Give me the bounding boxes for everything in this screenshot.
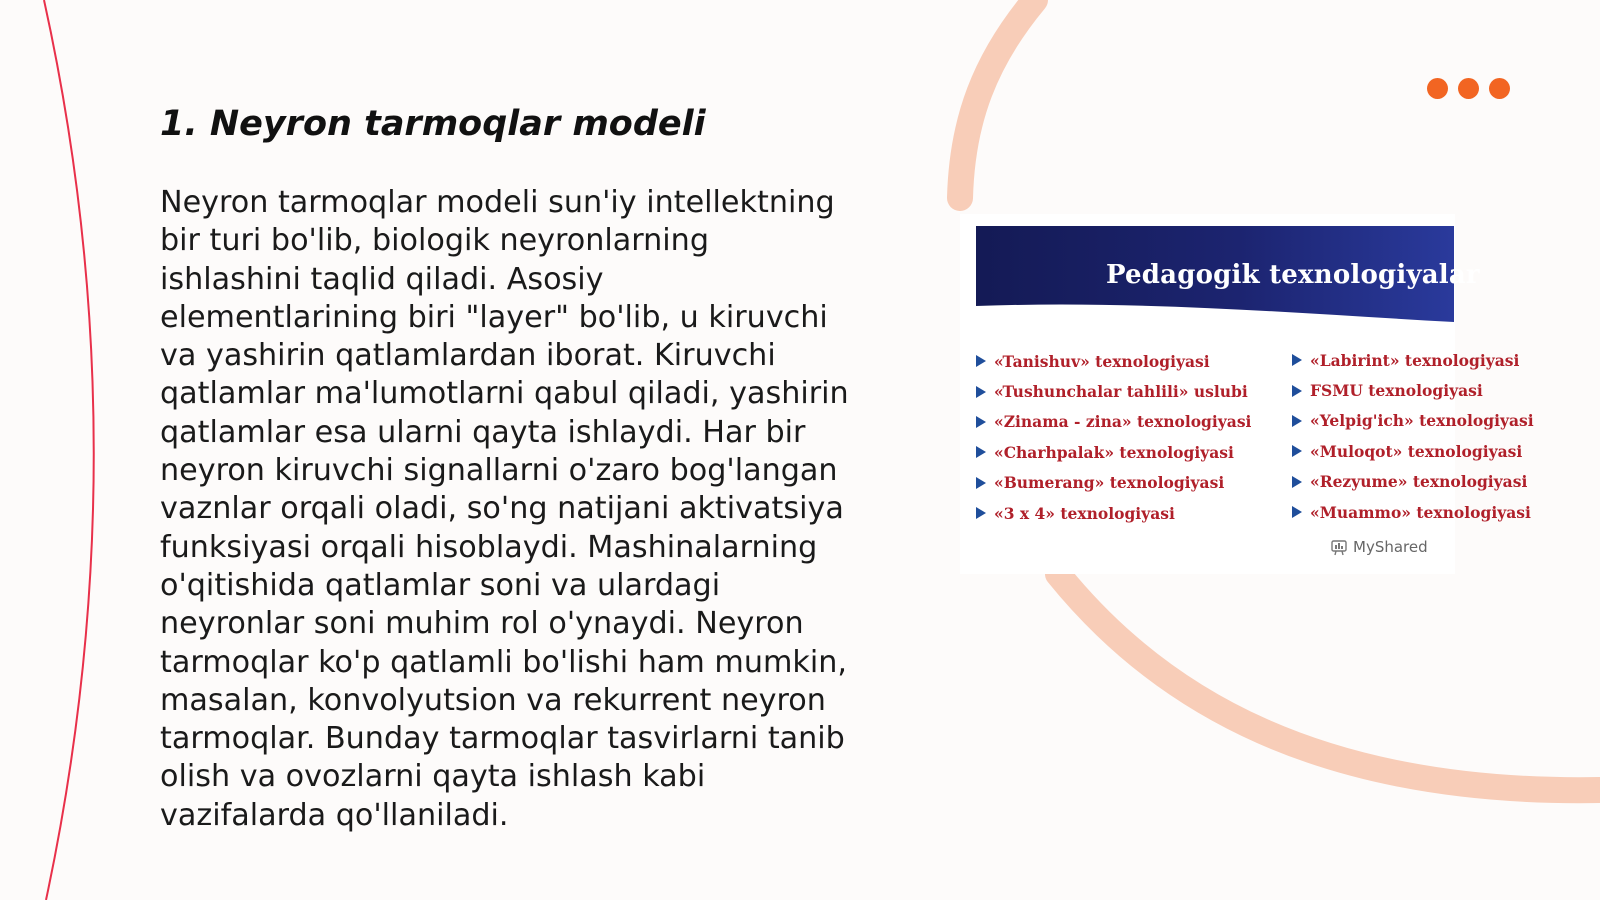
list-item-label: «Muloqot» texnologiyasi (1310, 441, 1523, 461)
list-item-label: «Yelpig'ich» texnologiyasi (1310, 411, 1534, 431)
watermark-label: MyShared (1353, 538, 1428, 556)
bullet-triangle-icon (1292, 385, 1302, 397)
orange-dot-icon (1458, 78, 1479, 99)
bullet-triangle-icon (976, 507, 986, 519)
bullet-triangle-icon (976, 416, 986, 428)
list-item-label: «Rezyume» texnologiyasi (1310, 472, 1528, 492)
large-arc-upper (960, 0, 1035, 198)
bullet-triangle-icon (976, 386, 986, 398)
bullet-triangle-icon (1292, 506, 1302, 518)
list-item (1292, 406, 1534, 436)
bullet-triangle-icon (1292, 445, 1302, 457)
list-item-label: «Charhpalak» texnologiyasi (994, 442, 1234, 462)
list-item-label: «Bumerang» texnologiyasi (994, 473, 1225, 493)
bullet-triangle-icon (1292, 476, 1302, 488)
list-item (976, 376, 1276, 406)
banner-title: Pedagogik texnologiyalar (1106, 260, 1480, 290)
list-item (1292, 436, 1523, 466)
window-dots-icon (1427, 78, 1510, 99)
list-item (976, 468, 1276, 498)
embedded-image (960, 214, 1534, 574)
bullet-triangle-icon (1292, 415, 1302, 427)
orange-dot-icon (1427, 78, 1448, 99)
list-item-label: «3 x 4» texnologiyasi (994, 503, 1175, 523)
list-item (976, 498, 1276, 528)
myshared-logo-icon (1330, 538, 1348, 556)
list-item-label: «Labirint» texnologiyasi (1310, 350, 1520, 370)
slide-title: 1. Neyron tarmoqlar modeli (160, 104, 706, 144)
bullet-triangle-icon (976, 446, 986, 458)
list-item (976, 346, 1276, 376)
bullet-triangle-icon (976, 477, 986, 489)
list-item-label: FSMU texnologiyasi (1310, 381, 1483, 401)
list-item-label: «Zinama - zina» texnologiyasi (994, 412, 1252, 432)
list-item-label: «Tanishuv» texnologiyasi (994, 351, 1210, 371)
bullet-triangle-icon (976, 355, 986, 367)
bullet-triangle-icon (1292, 354, 1302, 366)
technology-list-left (976, 346, 1276, 528)
slide-body-text: Neyron tarmoqlar modeli sun'iy intellektning bir turi bo'lib, biologik neyronlarning ishlashini taqlid qiladi. Asosiy elementlarining biri "layer" bo'lib, u kiruvchi va yashirin qatlamlardan iborat. Kiruvchi qatlamlar ma'lumotlarni qabul qiladi, yashirin qatlamlar esa ularni qayta ishlaydi. Har bir neyron kiruvchi signallarni o'zaro bog'langan vaznlar orqali oladi, so'ng natijani aktivatsiya funksiyasi orqali hisoblaydi. Mashinalarning o'qitishida qatlamlar soni va ulardagi neyronlar soni muhim rol o'ynaydi. Neyron tarmoqlar ko'p qatlamli bo'lishi ham mumkin, masalan, konvolyutsion va rekurrent neyron tarmoqlar. Bunday tarmoqlar tasvirlarni tanib olish va ovozlarni qayta ishlash kabi vazifalarda qo'llaniladi. (160, 185, 849, 833)
banner-title-clip (976, 226, 1480, 322)
list-item (976, 407, 1276, 437)
orange-dot-icon (1489, 78, 1510, 99)
list-item (1292, 497, 1531, 527)
list-item (1292, 375, 1483, 405)
list-item (976, 437, 1276, 467)
list-item (1292, 345, 1520, 375)
left-curve-line (44, 0, 94, 900)
list-item (1292, 467, 1528, 497)
large-arc-lower (1058, 574, 1600, 790)
list-item-label: «Muammo» texnologiyasi (1310, 502, 1531, 522)
watermark (1330, 538, 1428, 556)
technology-list-right (1292, 345, 1534, 527)
list-item-label: «Tushunchalar tahlili» uslubi (994, 382, 1248, 402)
